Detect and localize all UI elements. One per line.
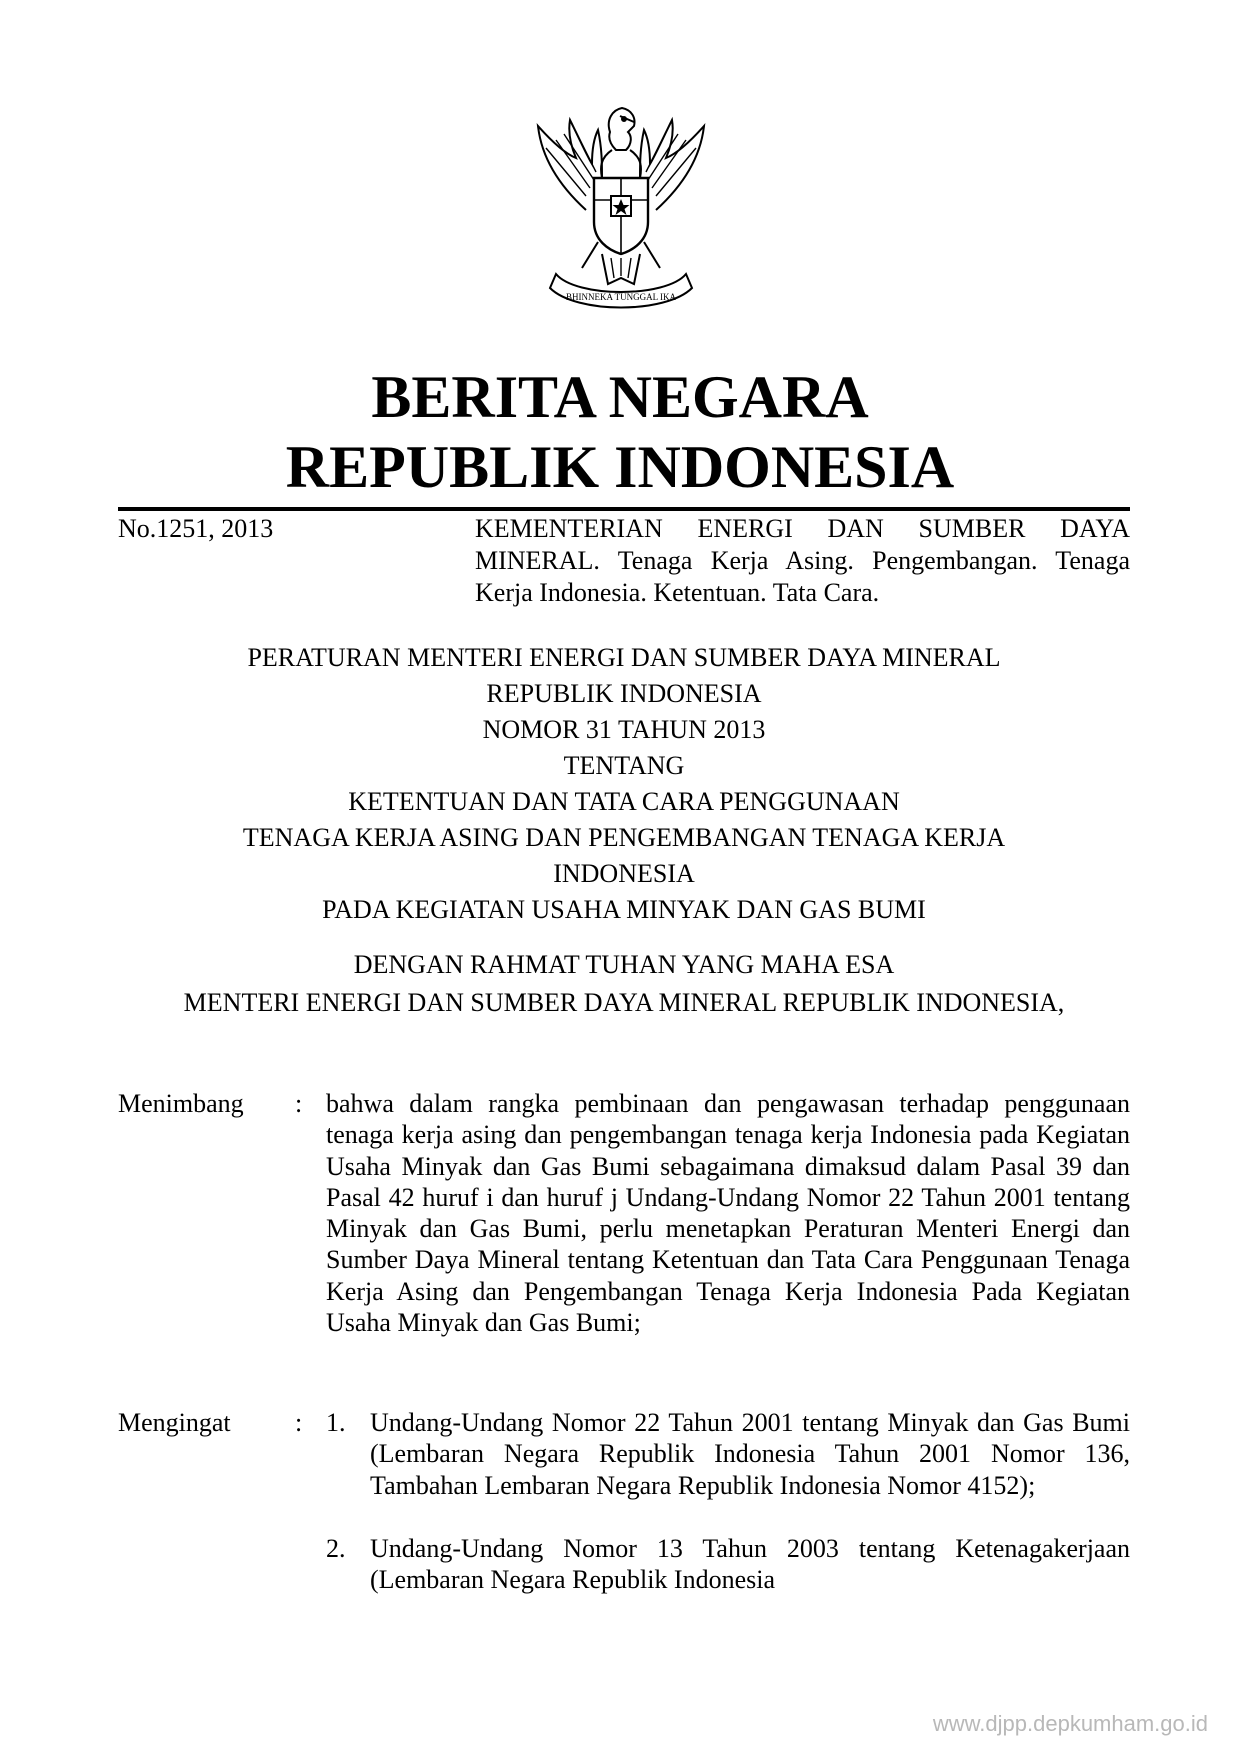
regulation-heading — [118, 640, 1130, 928]
menimbang-label: Menimbang — [118, 1089, 244, 1118]
heading-line: PERATURAN MENTERI ENERGI DAN SUMBER DAYA MINERAL — [247, 643, 1001, 672]
gazette-number: No.1251, 2013 — [118, 514, 274, 543]
header-rule — [118, 507, 1130, 511]
heading-line: KETENTUAN DAN TATA CARA PENGGUNAAN — [348, 787, 900, 816]
opening-line: DENGAN RAHMAT TUHAN YANG MAHA ESA — [353, 950, 895, 979]
heading-line: PADA KEGIATAN USAHA MINYAK DAN GAS BUMI — [322, 895, 926, 924]
watermark-url: www.djpp.depkumham.go.id — [932, 1711, 1208, 1736]
emblem-motto: BHINNEKA TUNGGAL IKA — [566, 292, 676, 302]
mengingat-item-text: Undang-Undang Nomor 22 Tahun 2001 tentang Minyak dan Gas Bumi (Lembaran Negara Republik Indonesia Tahun 2001 Nomor 136, Tambahan Lembaran Negara Republik Indonesia Nomor 4152); — [370, 1408, 1130, 1500]
mengingat-label: Mengingat — [118, 1408, 231, 1437]
gazette-description: KEMENTERIAN ENERGI DAN SUMBER DAYA MINERAL. Tenaga Kerja Asing. Pengembangan. Tenaga Kerja Indonesia. Ketentuan. Tata Cara. — [475, 514, 1130, 607]
menimbang-colon: : — [295, 1089, 303, 1118]
opening-line: MENTERI ENERGI DAN SUMBER DAYA MINERAL REPUBLIK INDONESIA, — [183, 988, 1065, 1017]
mengingat-colon: : — [295, 1408, 303, 1437]
title-republik-indonesia: REPUBLIK INDONESIA — [285, 434, 955, 500]
heading-line: NOMOR 31 TAHUN 2013 — [482, 715, 766, 744]
heading-line: TENAGA KERJA ASING DAN PENGEMBANGAN TENAGA KERJA — [242, 823, 1006, 852]
mengingat-item-text: Undang-Undang Nomor 13 Tahun 2003 tentang Ketenagakerjaan (Lembaran Negara Republik Indonesia — [370, 1534, 1130, 1595]
mengingat-item-number: 1. — [326, 1408, 346, 1437]
title-berita-negara: BERITA NEGARA — [371, 364, 869, 430]
garuda-emblem-icon — [516, 92, 726, 316]
mengingat-item-number: 2. — [326, 1534, 346, 1563]
heading-line: TENTANG — [563, 751, 685, 780]
opening-block — [118, 946, 1130, 1022]
heading-line: INDONESIA — [553, 859, 695, 888]
menimbang-text: bahwa dalam rangka pembinaan dan pengawasan terhadap penggunaan tenaga kerja asing dan pengembangan tenaga kerja Indonesia pada Kegiatan Usaha Minyak dan Gas Bumi sebagaimana dimaksud dalam Pasal 39 dan Pasal 42 huruf i dan huruf j Undang-Undang Nomor 22 Tahun 2001 tentang Minyak dan Gas Bumi, perlu menetapkan Peraturan Menteri Energi dan Sumber Daya Mineral tentang Ketentuan dan Tata Cara Penggunaan Tenaga Kerja Asing dan Pengembangan Tenaga Kerja Indonesia Pada Kegiatan Usaha Minyak dan Gas Bumi; — [326, 1089, 1130, 1338]
heading-line: REPUBLIK INDONESIA — [486, 679, 762, 708]
